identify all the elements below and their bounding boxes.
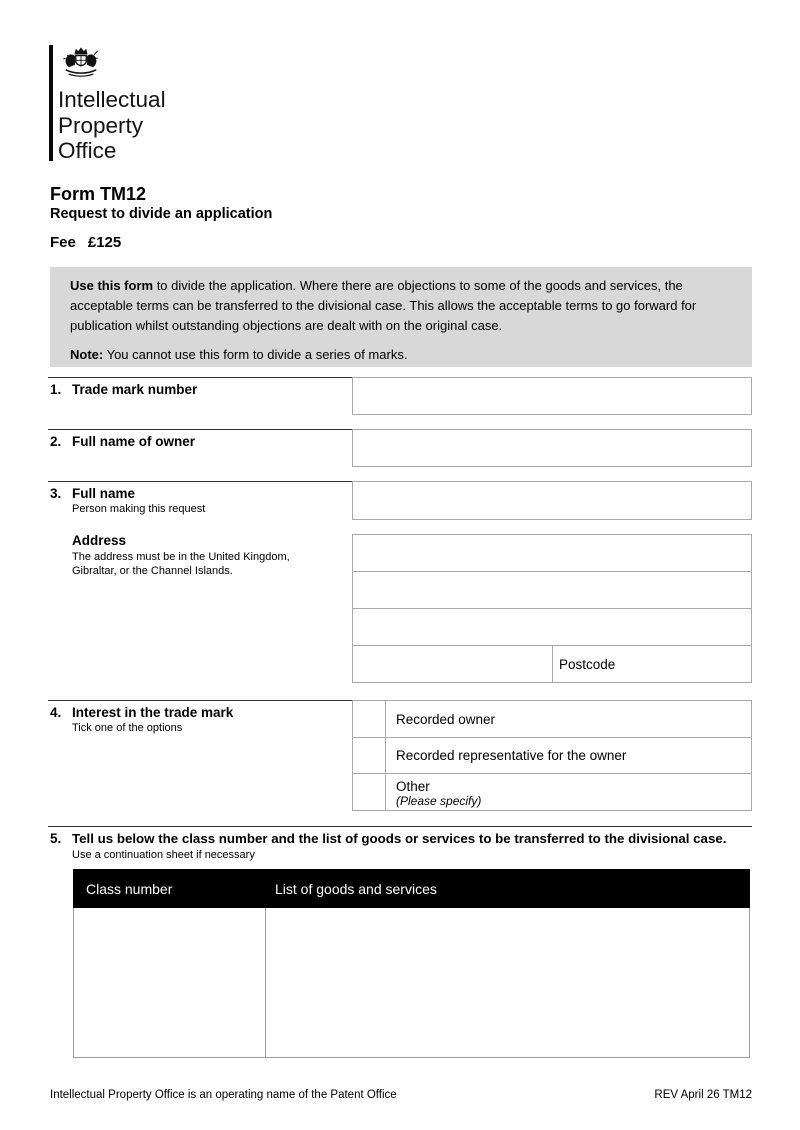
requester-name-input[interactable]	[352, 481, 752, 520]
address-line-4-input[interactable]	[353, 646, 553, 682]
note-lead: Note:	[70, 347, 104, 362]
section-3-label: Full name	[72, 486, 136, 501]
section-2-label: Full name of owner	[72, 434, 196, 449]
instructions-paragraph	[70, 276, 710, 336]
note-body: You cannot use this form to divide a series of marks.	[103, 347, 408, 362]
logo-text-line: Intellectual	[58, 87, 166, 112]
table-header-row	[73, 869, 750, 908]
trade-mark-number-input[interactable]	[352, 377, 752, 415]
address-label: Address	[72, 533, 127, 548]
section-5-number: 5.	[50, 831, 62, 846]
section-1-number: 1.	[50, 382, 62, 397]
section-3-number: 3.	[50, 486, 62, 501]
royal-crest-icon	[59, 46, 103, 86]
goods-services-table	[73, 869, 750, 1058]
option-row-other	[352, 773, 752, 811]
address-line-2-input[interactable]	[352, 571, 752, 609]
option-row-recorded-owner	[352, 700, 752, 738]
address-line-3-input[interactable]	[352, 608, 752, 646]
form-subtitle: Request to divide an application	[50, 206, 273, 222]
section-2-number: 2.	[50, 434, 62, 449]
address-note-line1: The address must be in the United Kingdom,	[72, 551, 290, 563]
other-label-block	[386, 774, 751, 810]
table-body-row	[73, 908, 750, 1058]
goods-services-cell[interactable]	[266, 908, 749, 1057]
section-3-sublabel: Person making this request	[72, 503, 206, 515]
postcode-label: Postcode	[559, 656, 616, 672]
instructions-body: to divide the application. Where there are objections to some of the goods and services, the acceptable terms can be transferred to the divisional case. This allows the acceptable terms to go forward for publication whilst outstanding objections are dealt with on the original case.	[70, 278, 697, 333]
address-input-group	[352, 534, 752, 683]
class-number-column-header: Class number	[86, 880, 173, 897]
option-row-recorded-representative	[352, 737, 752, 774]
logo-text-line: Office	[58, 138, 117, 163]
fee-line	[50, 234, 121, 251]
postcode-input-cell[interactable]	[553, 646, 751, 682]
owner-name-input[interactable]	[352, 429, 752, 467]
section-divider	[48, 826, 752, 827]
other-label: Other	[396, 779, 430, 794]
logo-text-line: Property	[58, 112, 144, 138]
fee-amount: £125	[87, 234, 122, 251]
goods-services-column-header: List of goods and services	[275, 880, 437, 897]
footer-operating-name: Intellectual Property Office is an operating name of the Patent Office	[50, 1089, 397, 1101]
section-4-number: 4.	[50, 705, 62, 720]
form-title: Form TM12	[50, 184, 147, 204]
section-5-label: Tell us below the class number and the list of goods or services to be transferred to the divisional case.	[72, 831, 727, 846]
address-line-1-input[interactable]	[352, 534, 752, 572]
address-postcode-row	[352, 645, 752, 683]
section-5-sublabel: Use a continuation sheet if necessary	[72, 849, 255, 861]
class-number-cell[interactable]	[74, 908, 266, 1057]
address-note-line2: Gibraltar, or the Channel Islands.	[72, 565, 233, 577]
instructions-note	[70, 345, 710, 365]
recorded-owner-label: Recorded owner	[396, 711, 496, 727]
recorded-representative-checkbox[interactable]	[353, 738, 386, 773]
recorded-representative-label: Recorded representative for the owner	[396, 748, 627, 763]
recorded-owner-checkbox[interactable]	[353, 701, 386, 737]
instructions-panel	[50, 267, 752, 367]
interest-options-group	[352, 700, 752, 811]
fee-label: Fee	[50, 234, 76, 251]
section-4-sublabel: Tick one of the options	[72, 722, 183, 734]
section-1-label: Trade mark number	[72, 382, 198, 397]
section-4-label: Interest in the trade mark	[72, 705, 234, 720]
other-checkbox[interactable]	[353, 774, 386, 810]
logo-wordmark	[58, 87, 166, 164]
logo-vertical-bar	[49, 45, 53, 161]
footer-revision: REV April 26 TM12	[654, 1089, 752, 1101]
other-sublabel: (Please specify)	[396, 794, 482, 808]
instructions-lead: Use this form	[70, 278, 154, 293]
